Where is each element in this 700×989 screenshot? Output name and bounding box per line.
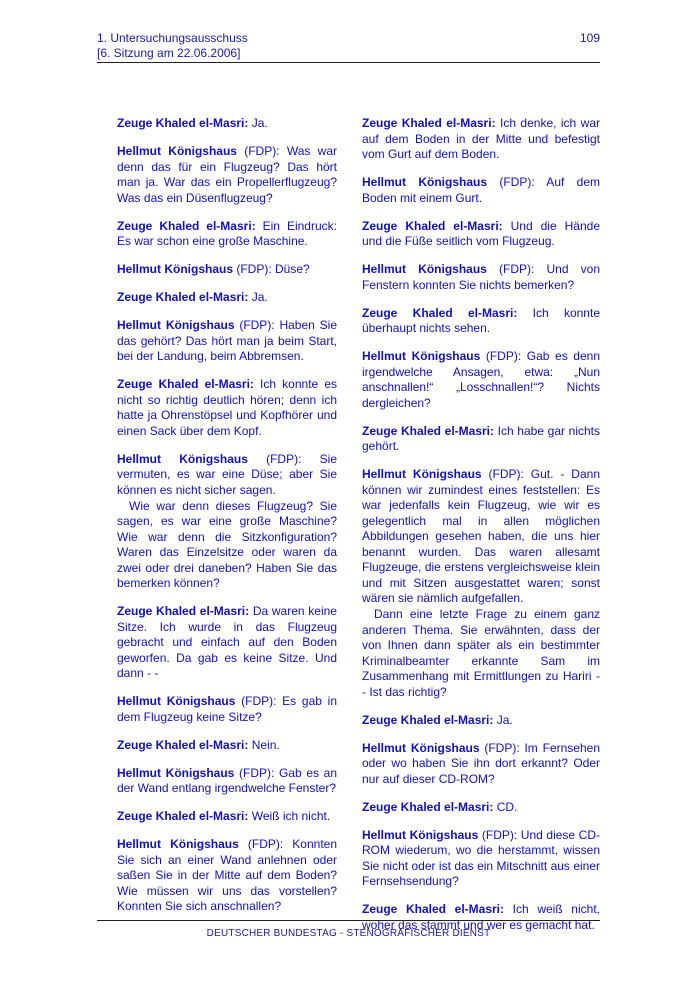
transcript-paragraph [117,694,337,725]
transcript-paragraph [362,800,600,816]
speaker-name: Hellmut Königshaus [117,694,236,708]
speaker-name: Hellmut Königshaus [117,837,239,851]
speech-text: Ein Eindruck: Es war schon eine große Maschine. [117,218,337,248]
speaker-name: Zeuge Khaled el-Masri: [117,604,250,618]
speech-text: (FDP): Düse? [233,262,310,276]
header-divider [97,62,600,63]
speech-text: CD. [493,799,518,814]
transcript-paragraph [117,499,337,592]
transcript-paragraph [362,467,600,607]
speech-text: (FDP): Im Fernsehen oder wo haben Sie ihn dort erkannt? Oder nur auf dieser CD-ROM? [362,740,600,786]
speaker-name: Hellmut Königshaus [362,262,487,276]
transcript-paragraph [362,828,600,890]
speaker-name: Zeuge Khaled el-Masri: [362,305,518,320]
speaker-name: Zeuge Khaled el-Masri: [117,377,254,391]
footer-divider [97,920,600,921]
speech-text: (FDP): Was war denn das für ein Flugzeug? Das hört man ja. War das ein Propellerflugzeug? Was das ein Düsenflugzeug? [117,144,337,205]
transcript-paragraph [362,349,600,411]
right-column [362,116,600,946]
speaker-name: Hellmut Königshaus [117,144,237,158]
speaker-name: Zeuge Khaled el-Masri: [117,116,249,130]
transcript-paragraph [362,741,600,788]
speaker-name: Hellmut Königshaus [362,175,487,189]
speaker-name: Zeuge Khaled el-Masri: [362,799,494,814]
transcript-paragraph [362,262,600,293]
transcript-paragraph [117,809,337,825]
speaker-name: Zeuge Khaled el-Masri: [362,902,504,916]
left-column [117,116,337,927]
speaker-name: Zeuge Khaled el-Masri: [362,116,496,130]
speaker-name: Zeuge Khaled el-Masri: [117,809,249,823]
speech-text: Ich denke, ich war auf dem Boden in der Mitte und befestigt vom Gurt auf dem Boden. [362,116,600,161]
page-header [97,31,600,61]
speaker-name: Hellmut Königshaus [117,765,235,780]
transcript-paragraph [117,738,337,754]
transcript-paragraph [117,219,337,250]
speech-text: (FDP): Es gab in dem Flugzeug keine Sitze? [117,694,337,724]
transcript-paragraph [117,452,337,499]
transcript-paragraph [117,604,337,682]
speech-text: (FDP): Gab es an der Wand entlang irgendwelche Fenster? [117,765,337,795]
speech-text: (FDP): Konnten Sie sich an einer Wand anlehnen oder saßen Sie in der Mitte auf dem Boden? Wie müssen wir uns das vorstellen? Konnten Sie sich anschnallen? [117,837,338,913]
speaker-name: Zeuge Khaled el-Masri: [117,290,249,304]
speech-text: Ja. [248,116,268,130]
transcript-paragraph [362,713,600,729]
speech-text: (FDP): Gab es denn irgendwelche Ansagen, etwa: „Nun anschnallen!“ „Losschnallen!“? Nichts dergleichen? [362,349,600,410]
speech-text: (FDP): Gut. - Dann können wir zumindest eines feststellen: Es war jedenfalls kein Flugzeug, wie wir es gelegentlich mal in allen möglichen Abbildungen gesehen haben, die uns hier benannt wurden. Das waren allesamt Flugzeuge, die erstens vergleichsweise klein und mit Sitzen ausgestattet waren; sonst wären sie nämlich aufgefallen. [362,467,600,605]
speech-text: (FDP): Sie vermuten, es war eine Düse; aber Sie können es nicht sicher sagen. [117,451,337,497]
transcript-paragraph [117,837,337,915]
speech-text: (FDP): Und von Fenstern konnten Sie nichts bemerken? [362,262,600,292]
speech-text: Weiß ich nicht. [248,809,331,823]
speech-text: Ich konnte überhaupt nichts sehen. [362,305,600,335]
speech-text: Ich habe gar nichts gehört. [362,423,600,453]
transcript-paragraph [117,144,337,206]
speaker-name: Hellmut Königshaus [117,451,248,466]
transcript-paragraph [117,318,337,365]
speech-text: Ja. [493,712,513,727]
transcript-paragraph [117,116,337,132]
transcript-paragraph [362,219,600,250]
page-number: 109 [579,31,600,45]
speech-text: Ich konnte es nicht so richtig deutlich hören; denn ich hatte ja Ohrenstöpsel und Kopfhörer und einen Sack über dem Kopf. [117,377,337,438]
transcript-paragraph [362,424,600,455]
speech-text: Und die Hände und die Füße seitlich vom Flugzeug. [362,218,600,248]
speaker-name: Zeuge Khaled el-Masri: [362,423,494,438]
transcript-paragraph [117,290,337,306]
speech-text: Wie war denn dieses Flugzeug? Sie sagen, es war eine große Maschine? Wie war denn die Sitzkonfiguration? Waren das Einzelsitze oder waren da zwei oder drei daneben? Haben Sie das bemerken können? [117,498,337,590]
transcript-paragraph [117,766,337,797]
speaker-name: Zeuge Khaled el-Masri: [117,218,256,233]
speech-text: (FDP): Haben Sie das gehört? Das hört man ja beim Start, bei der Landung, beim Abbremsen. [117,318,337,363]
speaker-name: Zeuge Khaled el-Masri: [117,737,249,752]
speaker-name: Hellmut Königshaus [362,467,482,481]
header-session: [6. Sitzung am 22.06.2006] [97,46,241,60]
speaker-name: Zeuge Khaled el-Masri: [362,218,503,233]
speaker-name: Hellmut Königshaus [362,827,479,842]
speech-text: Ich weiß nicht, woher das stammt und wer es gemacht hat. [362,902,600,932]
speech-text: Da waren keine Sitze. Ich wurde in das Flugzeug gebracht und einfach auf den Boden geworfen. Da gab es keine Sitze. Und dann - - [117,604,337,680]
transcript-paragraph [362,175,600,206]
header-committee: 1. Untersuchungsausschuss [97,31,248,45]
transcript-paragraph [117,377,337,439]
transcript-paragraph [362,306,600,337]
speech-text: Nein. [248,737,280,752]
speaker-name: Hellmut Königshaus [117,262,234,276]
speaker-name: Hellmut Königshaus [362,349,481,363]
speech-text: Dann eine letzte Frage zu einem ganz anderen Thema. Sie erwähnten, dass der von Ihnen dann später als ein bestimmter Kriminalbeamter erkannte Sam im Zusammenhang mit Ermittlungen zu Hariri - - Ist das richtig? [362,607,600,699]
transcript-paragraph [362,116,600,163]
transcript-paragraph [362,607,600,700]
speaker-name: Hellmut Königshaus [362,740,480,755]
speaker-name: Zeuge Khaled el-Masri: [362,712,494,727]
speech-text: (FDP): Und diese CD-ROM wiederum, wo die herstammt, wissen Sie nicht oder ist das ein Mitschnitt aus einer Fernsehsendung? [362,827,600,888]
speaker-name: Hellmut Königshaus [117,318,235,332]
transcript-paragraph [117,262,337,278]
speech-text: (FDP): Auf dem Boden mit einem Gurt. [362,175,600,205]
page-footer: DEUTSCHER BUNDESTAG - STENOGRAFISCHER DIENST [206,928,491,939]
speech-text: Ja. [248,290,268,304]
